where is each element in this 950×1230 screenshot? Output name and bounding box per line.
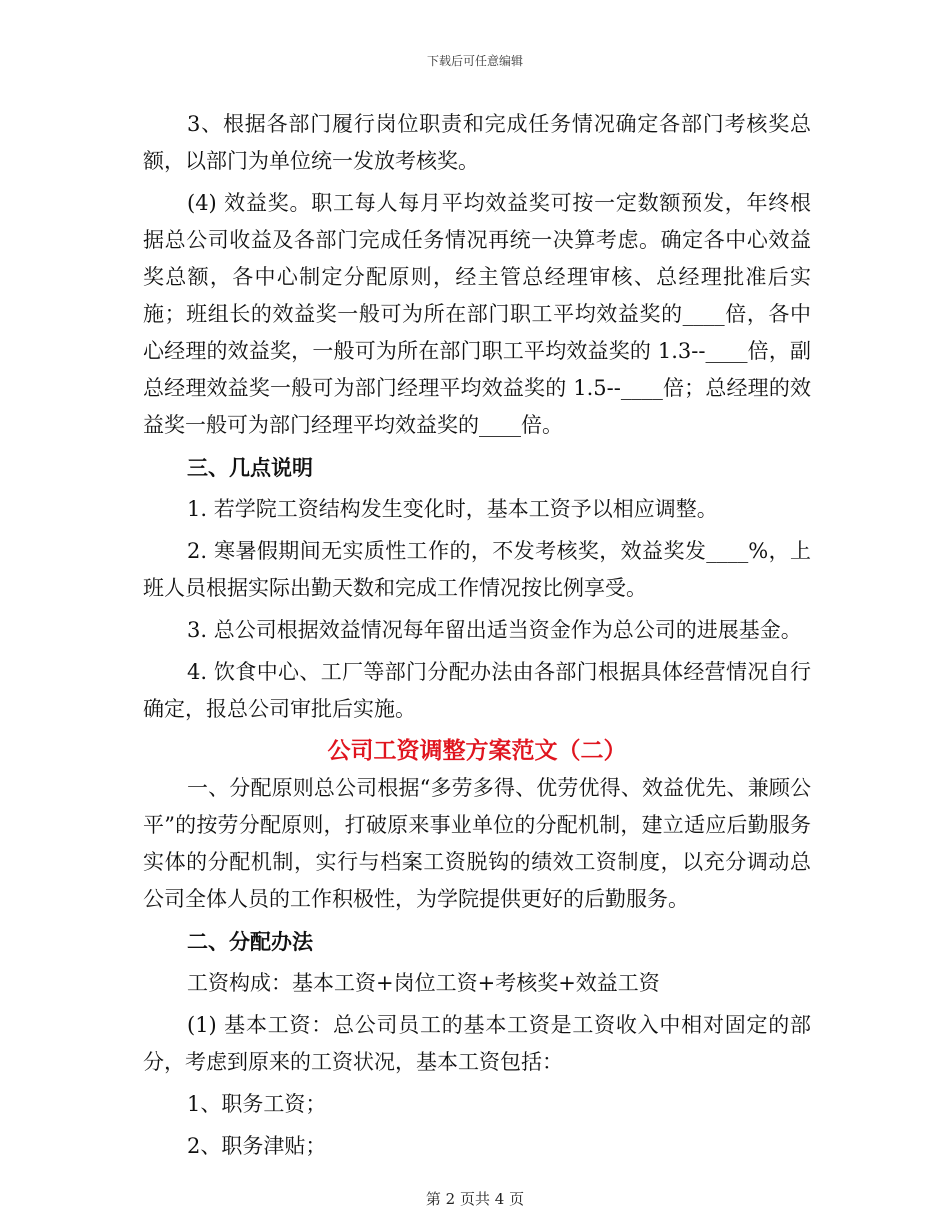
list-item-position-allowance: 2、职务津贴；	[187, 1134, 327, 1158]
paragraph-basic-salary: (1) 基本工资：总公司员工的基本工资是工资收入中相对固定的部分，考虑到原来的工资状况，基本工资包括：	[143, 1013, 811, 1074]
paragraph-salary-composition: 工资构成：基本工资+岗位工资+考核奖+效益工资	[187, 971, 660, 995]
paragraph-note-1: 1. 若学院工资结构发生变化时，基本工资予以相应调整。	[187, 497, 718, 521]
section-heading-distribution-method: 二、分配办法	[187, 929, 313, 954]
document-body	[143, 106, 811, 1165]
section-heading-notes: 三、几点说明	[187, 455, 313, 480]
page-number-footer: 第 2 页共 4 页	[425, 1190, 525, 1208]
paragraph-benefit-bonus: (4) 效益奖。职工每人每月平均效益奖可按一定数额预发，年终根据总公司收益及各部门完成任务情况再统一决算考虑。确定各中心效益奖总额，各中心制定分配原则，经主管总经理审核、总经理批准后实施；班组长的效益奖一般可为所在部门职工平均效益奖的____倍，各中心经理的效益奖，一般可为所在部门职工平均效益奖的 1.3--____倍，副总经理效益奖一般可为部门经理平均效益奖的 1.5--____倍；总经理的效益奖一般可为部门经理平均效益奖的____倍。	[143, 191, 811, 437]
paragraph-note-3: 3. 总公司根据效益情况每年留出适当资金作为总公司的进展基金。	[187, 618, 802, 642]
paragraph-distribution-principle: 一、分配原则总公司根据“多劳多得、优劳优得、效益优先、兼顾公平”的按劳分配原则，打破原来事业单位的分配机制，建立适应后勤服务实体的分配机制，实行与档案工资脱钩的绩效工资制度，以充分调动总公司全体人员的工作积极性，为学院提供更好的后勤服务。	[143, 776, 811, 911]
document-title-part-two: 公司工资调整方案范文（二）	[327, 737, 627, 764]
page-header-note: 下载后可任意编辑	[426, 54, 523, 68]
list-item-position-salary: 1、职务工资；	[187, 1092, 327, 1116]
paragraph-note-2: 2. 寒暑假期间无实质性工作的，不发考核奖，效益奖发____%，上班人员根据实际出勤天数和完成工作情况按比例享受。	[143, 539, 811, 600]
paragraph-assessment-bonus-rule: 3、根据各部门履行岗位职责和完成任务情况确定各部门考核奖总额，以部门为单位统一发放考核奖。	[143, 112, 811, 173]
paragraph-note-4: 4. 饮食中心、工厂等部门分配办法由各部门根据具体经营情况自行确定，报总公司审批后实施。	[143, 660, 811, 721]
